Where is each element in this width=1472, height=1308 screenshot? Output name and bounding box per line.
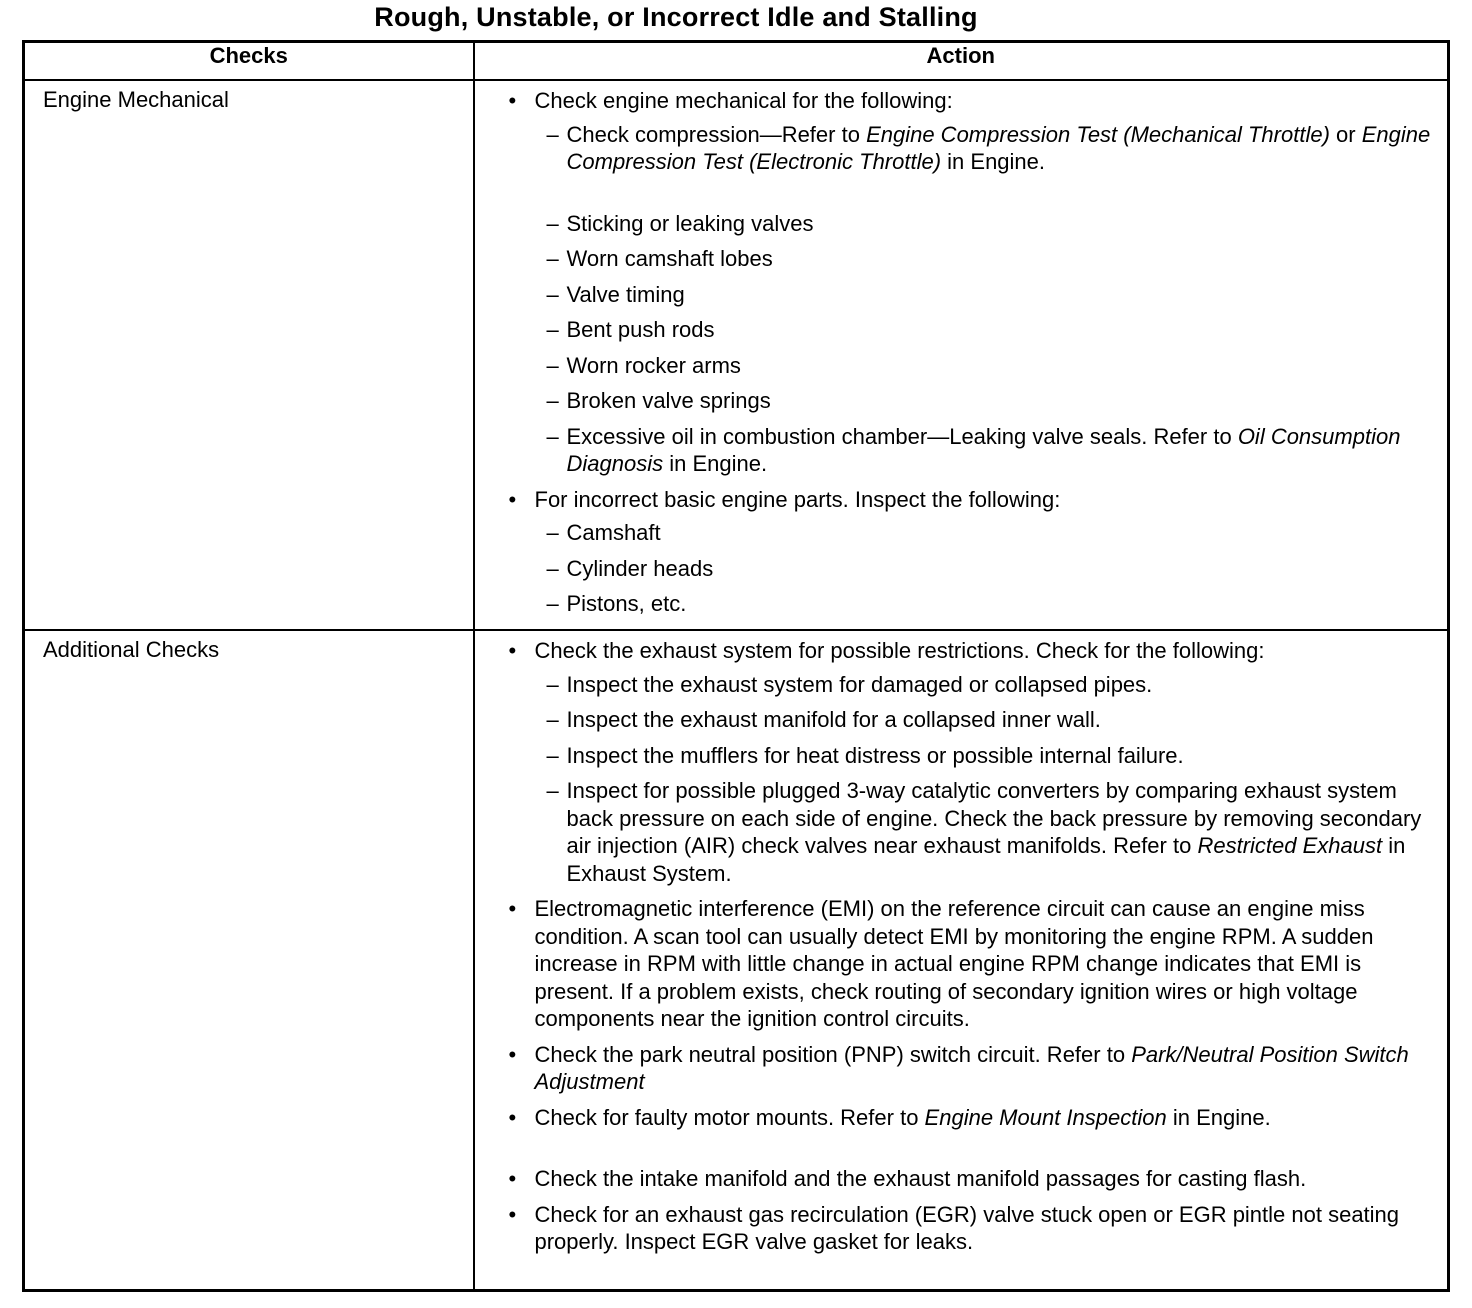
action-subitem: – Inspect the exhaust manifold for a collapsed inner wall.	[535, 706, 1436, 734]
action-bullet: • Check for an exhaust gas recirculation (EGR) valve stuck open or EGR pintle not seating properly. Inspect EGR valve gasket for leaks.	[507, 1201, 1436, 1256]
reference-link: Restricted Exhaust	[1197, 833, 1383, 858]
action-bullet: • Electromagnetic interference (EMI) on the reference circuit can cause an engine miss condition. A scan tool can usually detect EMI by monitoring the engine RPM. A sudden increase in RPM with little change in actual engine RPM change indicates that EMI is present. If a problem exists, check routing of secondary ignition wires or high voltage components near the ignition control circuits.	[507, 895, 1436, 1033]
action-subitem: – Inspect the mufflers for heat distress or possible internal failure.	[535, 742, 1436, 770]
reference-link: Engine Compression Test (Mechanical Throttle)	[866, 121, 1330, 147]
action-subitem: – Broken valve springs	[535, 387, 1436, 415]
action-subitem: – Camshaft	[535, 519, 1436, 547]
table-row	[24, 80, 1449, 630]
reference-link: Engine Mount Inspection	[924, 1104, 1167, 1130]
action-bullet: • Check the park neutral position (PNP) switch circuit. Refer to Park/Neutral Position Switch Adjustment	[507, 1041, 1436, 1096]
action-subitem: – Inspect for possible plugged 3-way catalytic converters by comparing exhaust system back pressure on each side of engine. Check the back pressure by removing secondary air injection (AIR) check valves near exhaust manifolds. Refer to Restricted Exhaust in Exhaust System.	[535, 777, 1436, 887]
diagnostic-table	[22, 40, 1450, 1292]
page-title: Rough, Unstable, or Incorrect Idle and Stalling	[374, 2, 978, 32]
action-subitem: – Valve timing	[535, 281, 1436, 309]
reference-link: Park/Neutral Position Switch Adjustment	[534, 1041, 1409, 1094]
action-subitem: – Pistons, etc.	[535, 590, 1436, 618]
action-subitem: – Check compression—Refer to Engine Compression Test (Mechanical Throttle) or Engine Compression Test (Electronic Throttle) in Engine.	[535, 121, 1436, 176]
action-subitem: – Sticking or leaking valves	[535, 210, 1436, 238]
action-bullet: • For incorrect basic engine parts. Inspect the following: – Camshaft – Cylinder heads – Pistons, etc.	[507, 486, 1436, 618]
action-subitem: – Excessive oil in combustion chamber—Leaking valve seals. Refer to Oil Consumption Diagnosis in Engine.	[535, 423, 1436, 478]
action-subitem: – Worn rocker arms	[535, 352, 1436, 380]
action-bullet: • Check the exhaust system for possible restrictions. Check for the following: – Inspect the exhaust system for damaged or collapsed pipes. – Inspect the exhaust manifold for a collapsed inner wall. – Inspect the mufflers for heat distress or possible internal failure. – Inspect for possible plugged 3-way catalytic converters by comparing exhaust system back pressure on each side of engine. Check the back pressure by removing secondary air injection (AIR) check valves near exhaust manifolds. Refer to Restricted Exhaust in Exhaust System.	[507, 637, 1436, 887]
header-checks: Checks	[24, 42, 474, 81]
action-bullet: • Check the intake manifold and the exhaust manifold passages for casting flash.	[507, 1165, 1436, 1193]
table-header-row	[24, 42, 1449, 81]
action-cell	[474, 630, 1449, 1291]
action-subitem: – Worn camshaft lobes	[535, 245, 1436, 273]
table-row	[24, 630, 1449, 1291]
header-action: Action	[474, 42, 1449, 81]
action-cell	[474, 80, 1449, 630]
reference-link: Engine Compression Test (Electronic Throttle)	[566, 121, 1431, 174]
action-subitem: – Cylinder heads	[535, 555, 1436, 583]
check-engine-mechanical: Engine Mechanical	[24, 80, 474, 630]
action-subitem: – Bent push rods	[535, 316, 1436, 344]
action-bullet: • Check engine mechanical for the following: – Check compression—Refer to Engine Compression Test (Mechanical Throttle) or Engine Compression Test (Electronic Throttle) in Engine. – Sticking or leaking valves – Worn camshaft lobes – Valve timing – Bent push rods – Worn rocker arms – Broken valve springs – Excessive oil in combustion chamber—Leaking valve seals. Refer to Oil Consumption Diagnosis in Engine.	[507, 87, 1436, 478]
check-additional-checks: Additional Checks	[24, 630, 474, 1291]
action-subitem: – Inspect the exhaust system for damaged or collapsed pipes.	[535, 671, 1436, 699]
action-bullet: • Check for faulty motor mounts. Refer to Engine Mount Inspection in Engine.	[507, 1104, 1436, 1132]
reference-link: Oil Consumption Diagnosis	[566, 423, 1401, 476]
